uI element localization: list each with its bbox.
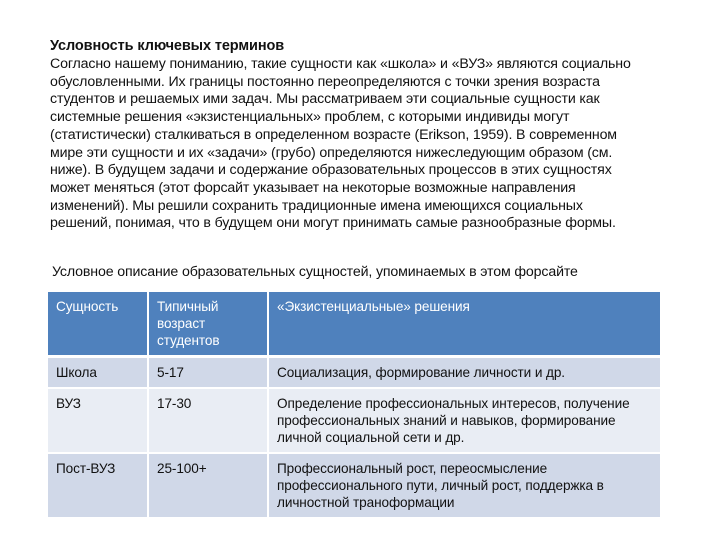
header-entity: Сущность: [48, 292, 148, 357]
table-row: [48, 357, 660, 389]
paragraph-line: может меняться (этот форсайт указывает на некоторые возможные направления: [50, 179, 576, 196]
cell-entity: Пост-ВУЗ: [48, 453, 148, 518]
paragraph-line: ниже). В будущем задачи и содержание образовательных процессов в этих сущностях: [50, 162, 612, 179]
paragraph-line: мире эти сущности и их «задачи» (грубо) определяются нижеследующим образом (см.: [50, 144, 613, 161]
cell-solutions: Определение профессиональных интересов, получение профессиональных знаний и навыков, формирование личной социальной сети и др.: [268, 388, 660, 453]
header-existential-solutions: «Экзистенциальные» решения: [268, 292, 660, 357]
entities-table: [48, 292, 660, 519]
table-row: [48, 388, 660, 453]
cell-solutions: Социализация, формирование личности и др.: [268, 357, 660, 389]
cell-entity: Школа: [48, 357, 148, 389]
paragraph-line: (статистически) сталкиваться в определенном возрасте (Erikson, 1959). В современном: [50, 126, 617, 143]
cell-age: 25-100+: [148, 453, 268, 518]
table-header-row: [48, 292, 660, 357]
cell-solutions: Профессиональный рост, переосмысление профессионального пути, личный рост, поддержка в личностной траноформации: [268, 453, 660, 518]
table-row: [48, 453, 660, 518]
paragraph-line: системные решения «экзистенциальных» проблем, с которыми индивиды могут: [50, 109, 570, 126]
body-paragraph: [50, 56, 690, 233]
paragraph-line: изменений). Мы решили сохранить традиционные имена имеющихся социальных: [50, 197, 583, 214]
cell-age: 5-17: [148, 357, 268, 389]
table-caption: Условное описание образовательных сущностей, упоминаемых в этом форсайте: [52, 264, 578, 280]
paragraph-line: студентов и решаемых ими задач. Мы рассматриваем эти социальные сущности как: [50, 91, 600, 108]
paragraph-line: Согласно нашему пониманию, такие сущности как «школа» и «ВУЗ» являются социально: [50, 56, 631, 72]
section-heading: Условность ключевых терминов: [50, 38, 285, 54]
header-typical-age: Типичный возраст студентов: [148, 292, 268, 357]
cell-age: 17-30: [148, 388, 268, 453]
cell-entity: ВУЗ: [48, 388, 148, 453]
paragraph-line: решений, понимая, что в будущем они могут принимать самые разнообразные формы.: [50, 215, 616, 232]
paragraph-line: обусловленными. Их границы постоянно переопределяются с точки зрения возраста: [50, 73, 600, 90]
